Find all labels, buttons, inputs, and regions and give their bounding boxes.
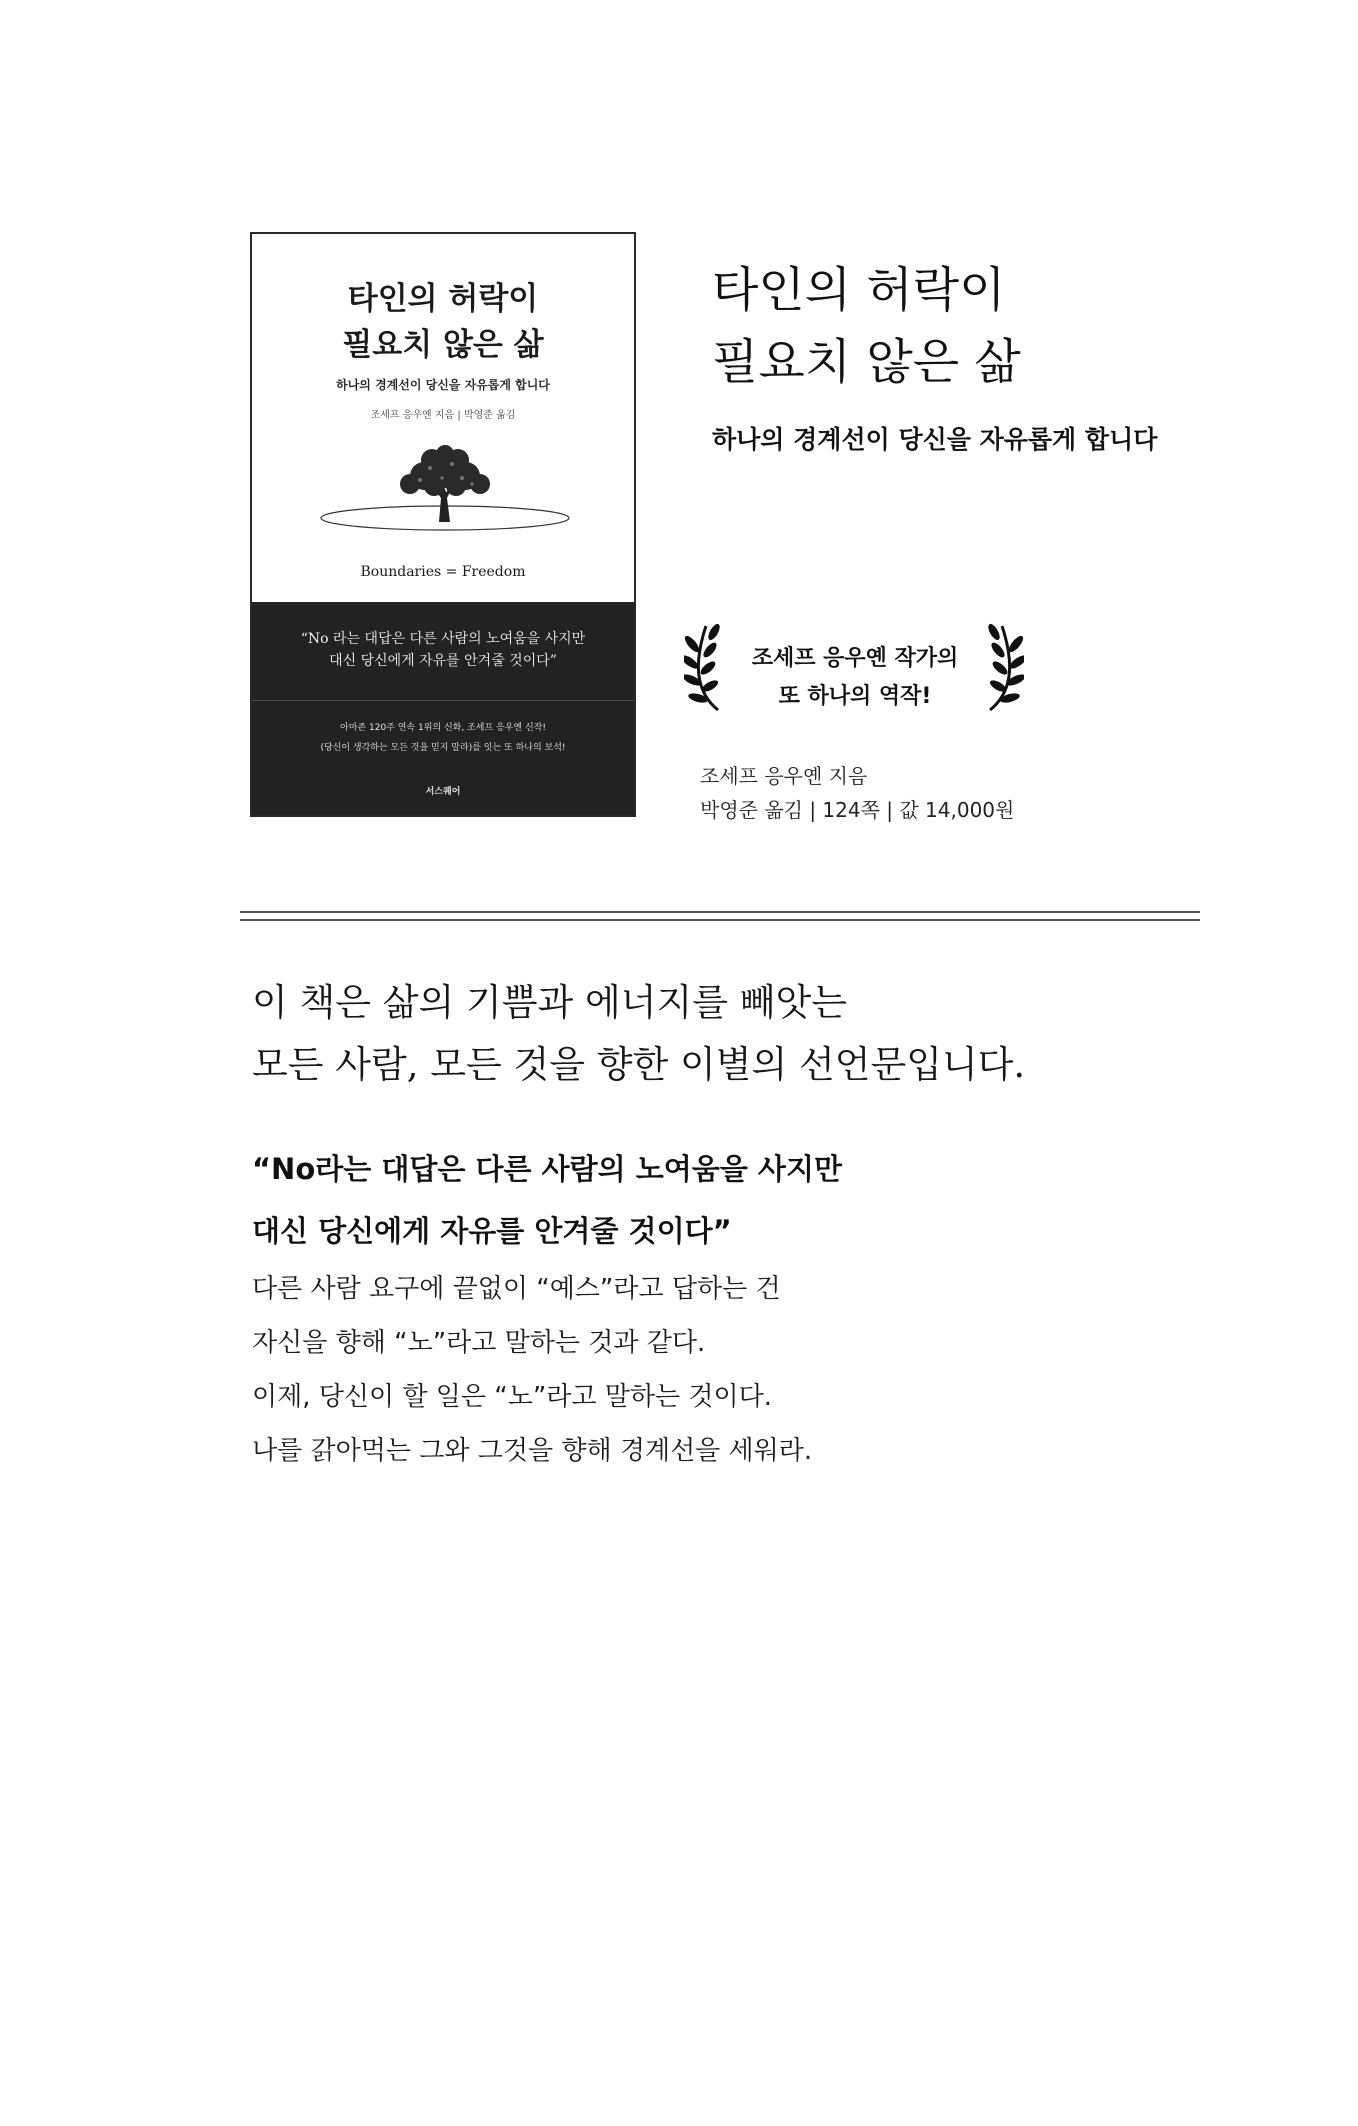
intro-statement [252, 972, 1025, 1096]
book-subtitle: 하나의 경계선이 당신을 자유롭게 합니다 [712, 425, 1158, 454]
cover-dark-band [252, 602, 634, 815]
cover-title-line: 타인의 허락이 [347, 281, 539, 317]
cover-quote [252, 628, 634, 672]
cover-quote-line: 대신 당신에게 자유를 안겨줄 것이다” [329, 653, 557, 669]
tree-illustration [312, 444, 578, 534]
book-cover [250, 232, 636, 817]
cover-subtitle: 하나의 경계선이 당신을 자유롭게 합니다 [336, 378, 550, 392]
description-text [252, 1262, 812, 1478]
description-line: 자신을 향해 “노”라고 말하는 것과 같다. [252, 1328, 706, 1358]
description-line: 다른 사람 요구에 끝없이 “예스”라고 답하는 건 [252, 1274, 781, 1304]
cover-authors: 조세프 응우옌 지음 | 박영준 옮김 [370, 410, 516, 421]
book-title-line: 필요치 않은 삶 [712, 334, 1021, 390]
cover-promo [252, 718, 634, 758]
intro-line: 이 책은 삶의 기쁨과 에너지를 빼앗는 [252, 981, 847, 1024]
cover-title [252, 276, 634, 368]
laurel-right-icon [980, 622, 1024, 714]
cover-quote-line: “No 라는 대답은 다른 사람의 노여움을 사지만 [300, 631, 586, 647]
double-rule-divider [240, 911, 1200, 923]
quote-line: 대신 당신에게 자유를 안겨줄 것이다” [252, 1214, 732, 1248]
cover-tagline: Boundaries = Freedom [360, 564, 526, 580]
award-badge [730, 640, 980, 716]
publisher-logo: 서스퀘어 [425, 787, 461, 797]
highlight-quote [252, 1138, 842, 1262]
cover-promo-line: (당신이 생각하는 모든 것을 믿지 말라)를 잇는 또 하나의 보석! [320, 743, 566, 753]
book-title [712, 254, 1021, 398]
description-line: 나를 갉아먹는 그와 그것을 향해 경계선을 세워라. [252, 1436, 813, 1466]
description-line: 이제, 당신이 할 일은 “노”라고 말하는 것이다. [252, 1382, 773, 1412]
cover-title-line: 필요치 않은 삶 [342, 327, 544, 363]
award-line: 또 하나의 역작! [778, 684, 932, 709]
book-title-line: 타인의 허락이 [712, 262, 1006, 318]
cover-promo-line: 아마존 120주 연속 1위의 신화, 조세프 응우옌 신작! [340, 723, 546, 733]
quote-line: “No라는 대답은 다른 사람의 노여움을 사지만 [252, 1152, 842, 1186]
laurel-left-icon [684, 622, 728, 714]
award-line: 조세프 응우옌 작가의 [751, 646, 959, 671]
author-line: 조세프 응우옌 지음 [700, 764, 868, 788]
cover-divider [252, 700, 634, 701]
intro-line: 모든 사람, 모든 것을 향한 이별의 선언문입니다. [252, 1043, 1026, 1086]
book-details: 박영준 옮김 | 124쪽 | 값 14,000원 [700, 798, 1015, 822]
